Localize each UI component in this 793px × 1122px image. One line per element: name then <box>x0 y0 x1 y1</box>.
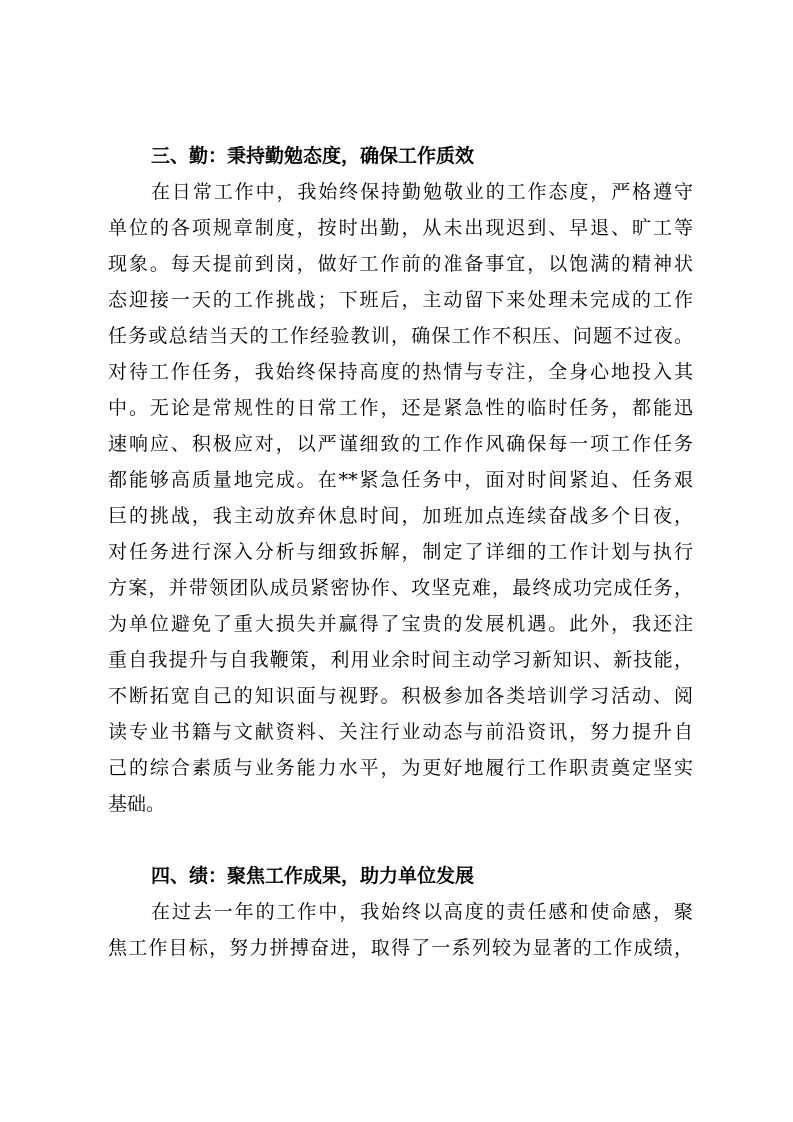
paragraph-line: 方案，并带领团队成员紧密协作、攻坚克难，最终成功完成任务， <box>108 577 693 599</box>
paragraph-line: 重自我提升与自我鞭策，利用业余时间主动学习新知识、新技能， <box>108 649 693 671</box>
section-heading-4: 四、绩：聚焦工作成果，助力单位发展 <box>151 865 475 887</box>
paragraph-line: 速响应、积极应对，以严谨细致的工作作风确保每一项工作任务 <box>108 433 693 455</box>
paragraph-line: 在日常工作中，我始终保持勤勉敬业的工作态度，严格遵守 <box>151 181 693 203</box>
paragraph-line: 都能够高质量地完成。在**紧急任务中，面对时间紧迫、任务艰 <box>108 469 693 491</box>
paragraph-line: 不断拓宽自己的知识面与视野。积极参加各类培训学习活动、阅 <box>108 685 693 707</box>
section-heading-3: 三、勤：秉持勤勉态度，确保工作质效 <box>151 145 475 167</box>
paragraph-line: 为单位避免了重大损失并赢得了宝贵的发展机遇。此外，我还注 <box>108 613 693 635</box>
paragraph-line: 在过去一年的工作中，我始终以高度的责任感和使命感，聚 <box>151 901 693 923</box>
paragraph-line: 现象。每天提前到岗，做好工作前的准备事宜，以饱满的精神状 <box>108 253 693 275</box>
paragraph-line: 中。无论是常规性的日常工作，还是紧急性的临时任务，都能迅 <box>108 397 693 419</box>
paragraph-line: 焦工作目标，努力拼搏奋进，取得了一系列较为显著的工作成绩， <box>108 937 693 959</box>
paragraph-line: 对任务进行深入分析与细致拆解，制定了详细的工作计划与执行 <box>108 541 693 563</box>
paragraph-line: 巨的挑战，我主动放弃休息时间，加班加点连续奋战多个日夜， <box>108 505 693 527</box>
paragraph-line: 对待工作任务，我始终保持高度的热情与专注，全身心地投入其 <box>108 361 693 383</box>
paragraph-line: 单位的各项规章制度，按时出勤，从未出现迟到、早退、旷工等 <box>108 217 693 239</box>
paragraph-line: 己的综合素质与业务能力水平，为更好地履行工作职责奠定坚实 <box>108 757 693 779</box>
paragraph-line: 读专业书籍与文献资料、关注行业动态与前沿资讯，努力提升自 <box>108 721 693 743</box>
paragraph-line: 基础。 <box>108 793 166 815</box>
paragraph-line: 态迎接一天的工作挑战；下班后，主动留下来处理未完成的工作 <box>108 289 693 311</box>
paragraph-line: 任务或总结当天的工作经验教训，确保工作不积压、问题不过夜。 <box>108 325 693 347</box>
